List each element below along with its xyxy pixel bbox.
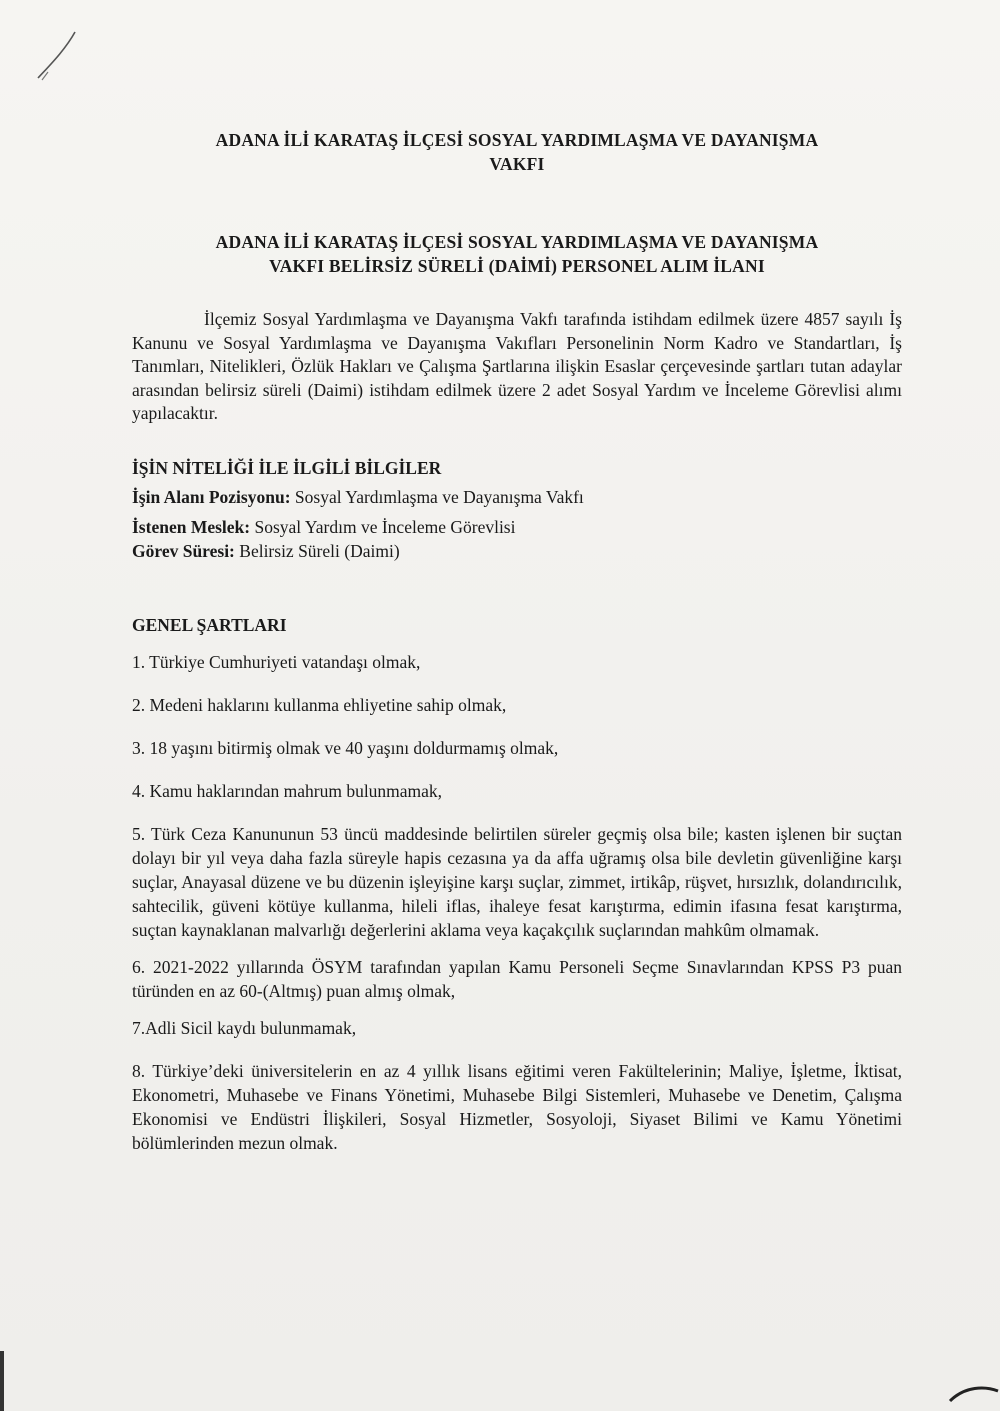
duration-line: [132, 539, 902, 563]
announcement-title: [132, 230, 902, 278]
profession-value: Sosyal Yardım ve İnceleme Görevlisi: [250, 516, 516, 537]
page-title: [132, 128, 902, 176]
list-item: 3. 18 yaşını bitirmiş olmak ve 40 yaşını doldurmamış olmak,: [132, 737, 559, 758]
document-body: [132, 128, 902, 1174]
edge-shadow-icon: [0, 1351, 10, 1411]
title-line-2: VAKFI: [489, 154, 545, 174]
list-item: 6. 2021-2022 yıllarında ÖSYM tarafından yapılan Kamu Personeli Seçme Sınavlarından KPSS P3 puan türünden en az 60-(Altmış) puan almış olmak,: [132, 956, 902, 1001]
list-item: 4. Kamu haklarından mahrum bulunmamak,: [132, 780, 443, 801]
duration-value: Belirsiz Süreli (Daimi): [234, 540, 400, 561]
duration-label: Görev Süresi:: [132, 540, 235, 561]
profession-label: İstenen Meslek:: [132, 516, 251, 537]
job-field-line: [132, 485, 902, 509]
corner-scribble-icon: [940, 1371, 1000, 1411]
job-field-value: Sosyal Yardımlaşma ve Dayanışma Vakfı: [290, 486, 584, 507]
list-item: 2. Medeni haklarını kullanma ehliyetine sahip olmak,: [132, 694, 507, 715]
pen-mark-icon: [30, 20, 90, 90]
list-item: 5. Türk Ceza Kanununun 53 üncü maddesinde belirtilen süreler geçmiş olsa bile; kasten işlenen bir suçtan dolayı bir yıl veya daha fazla süreyle hapis cezasına ya da affa uğramış olsa bile devletin güvenliğine karşı suçlar, Anayasal düzene ve bu düzenin işleyişine karşı suçlar, zimmet, irtikâp, rüşvet, hırsızlık, dolandırıcılık, sahtecilik, güveni kötüye kullanma, hileli iflas, ihaleye fesat karıştırma, edimin ifasına fesat karıştırma, suçtan kaynaklanan malvarlığı değerlerini aklama veya kaçakçılık suçlarından mahkûm olmamak.: [132, 823, 902, 940]
title-line-1: ADANA İLİ KARATAŞ İLÇESİ SOSYAL YARDIMLAŞMA VE DAYANIŞMA: [215, 130, 819, 150]
profession-line: [132, 515, 902, 539]
intro-paragraph: İlçemiz Sosyal Yardımlaşma ve Dayanışma Vakfı tarafında istihdam edilmek üzere 4857 sayılı İş Kanunu ve Sosyal Yardımlaşma ve Dayanışma Vakıfları Personelinin Norm Kadro ve Standartları, İş Tanımları, Nitelikleri, Özlük Hakları ve Çalışma Şartlarına ilişkin Esaslar çerçevesinde şartları tutan adaylar arasından belirsiz süreli (Daimi) istihdam edilmek üzere 2 adet Sosyal Yardım ve İnceleme Görevlisi alımı yapılacaktır.: [132, 309, 902, 423]
requirements-list: [132, 650, 902, 1155]
job-field-label: İşin Alanı Pozisyonu:: [132, 486, 291, 507]
list-item: 1. Türkiye Cumhuriyeti vatandaşı olmak,: [132, 651, 421, 672]
list-item: 7.Adli Sicil kaydı bulunmamak,: [132, 1017, 357, 1038]
announcement-title-line-2: VAKFI BELİRSİZ SÜRELİ (DAİMİ) PERSONEL ALIM İLANI: [269, 256, 765, 276]
list-item: 8. Türkiye’deki üniversitelerin en az 4 yıllık lisans eğitimi veren Fakültelerinin; Maliye, İşletme, İktisat, Ekonometri, Muhasebe ve Finans Yönetimi, Muhasebe Bilgi Sistemleri, Muhasebe ve Denetim, Çalışma Ekonomisi ve Endüstri İlişkileri, Sosyal Hizmetler, Sosyoloji, Siyaset Bilimi ve Kamu Yönetimi bölümlerinden mezun olmak.: [132, 1060, 902, 1153]
announcement-title-line-1: ADANA İLİ KARATAŞ İLÇESİ SOSYAL YARDIMLAŞMA VE DAYANIŞMA: [215, 232, 819, 252]
job-info-heading: İŞİN NİTELİĞİ İLE İLGİLİ BİLGİLER: [132, 457, 442, 478]
requirements-heading: GENEL ŞARTLARI: [132, 614, 287, 635]
